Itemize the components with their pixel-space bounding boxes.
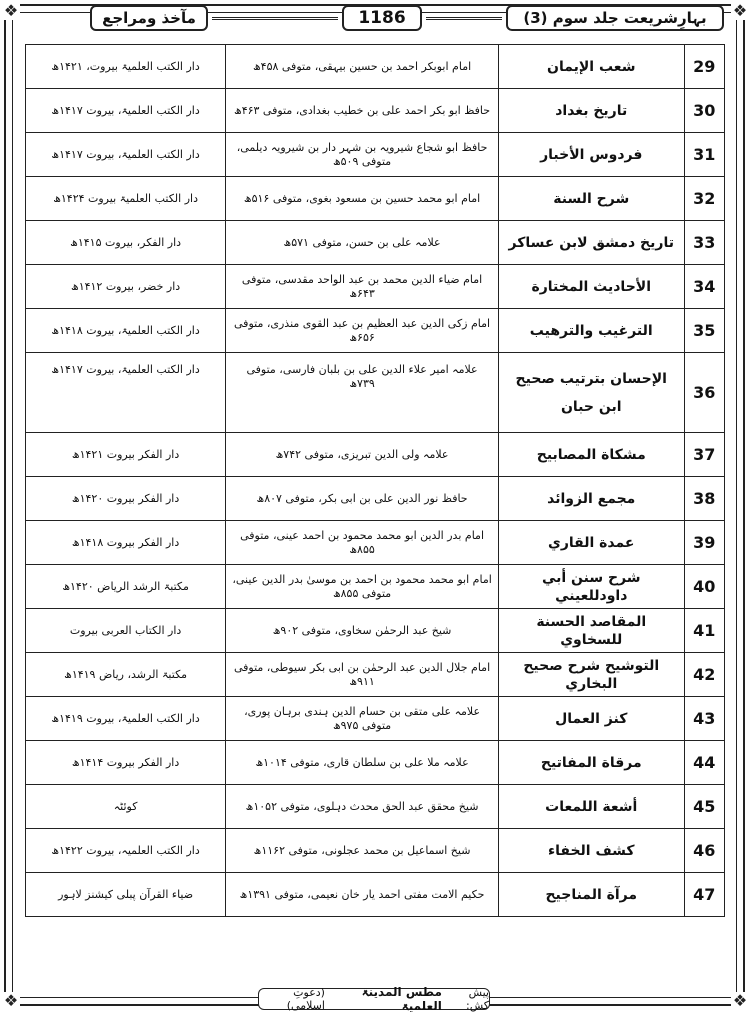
table-row [26,45,725,89]
table-row [26,353,725,433]
row-number: 46 [684,829,724,873]
row-number: 40 [684,565,724,609]
row-number: 44 [684,741,724,785]
table-row [26,521,725,565]
table-row [26,741,725,785]
row-number: 31 [684,133,724,177]
row-number: 35 [684,309,724,353]
row-number: 41 [684,609,724,653]
footer-publisher [258,985,490,1013]
row-number: 39 [684,521,724,565]
table-row [26,221,725,265]
row-number: 47 [684,873,724,917]
corner-ornament-icon: ❖ [3,991,19,1010]
table-row [26,309,725,353]
table-row [26,873,725,917]
corner-ornament-icon: ❖ [3,1,19,20]
book-title: الترغيب والترهيب [498,309,684,353]
publisher-info: دار الکتاب العربی بیروت [26,609,226,653]
page-number: 1186 [342,5,422,31]
book-title: المقاصد الحسنة للسخاوي [498,609,684,653]
book-title: شعب الإيمان [498,45,684,89]
row-number: 33 [684,221,724,265]
table-row [26,133,725,177]
publisher-info: دار الکتب العلمیۃ، بیروت ۱۴۱۹ھ [26,697,226,741]
table-row [26,697,725,741]
corner-ornament-icon: ❖ [732,991,748,1010]
publisher-info: دار الفکر بیروت ۱۴۱۴ھ [26,741,226,785]
table-row [26,477,725,521]
author-info: حافظ ابو بکر احمد علی بن خطیب بغدادی، متوفی ۴۶۳ھ [226,89,499,133]
publisher-info: دار الفکر، بیروت ۱۴۱۵ھ [26,221,226,265]
footer-org: مطس المدینۃ العلمیۃ [361,985,442,1013]
author-info: شیخ محقق عبد الحق محدث دہلوی، متوفی ۱۰۵۲ھ [226,785,499,829]
table-row [26,653,725,697]
book-title: أشعة اللمعات [498,785,684,829]
publisher-info: دار الکتب العلمیۃ، بیروت ۱۴۱۸ھ [26,309,226,353]
row-number: 32 [684,177,724,221]
publisher-info: دار الفکر بیروت ۱۴۲۱ھ [26,433,226,477]
book-title: مشكاة المصابيح [498,433,684,477]
book-title: عمدة القاري [498,521,684,565]
publisher-info: مکتبۃ الرشد الریاض ۱۴۲۰ھ [26,565,226,609]
row-number: 42 [684,653,724,697]
author-info: امام ابو محمد حسین بن مسعود بغوی، متوفی ۵۱۶ھ [226,177,499,221]
publisher-info: مکتبۃ الرشد، ریاض ۱۴۱۹ھ [26,653,226,697]
header-ornament-line [212,17,338,20]
book-title: مرقاة المفاتيح [498,741,684,785]
publisher-info: دار خضر، بیروت ۱۴۱۲ھ [26,265,226,309]
publisher-info: ضیاء القرآن پبلی کیشنز لاہور [26,873,226,917]
row-number: 38 [684,477,724,521]
row-number: 37 [684,433,724,477]
table-row [26,609,725,653]
author-info: امام ابو محمد محمود بن احمد بن موسیٰ بدر الدین عینی، متوفی ۸۵۵ھ [226,565,499,609]
row-number: 34 [684,265,724,309]
publisher-info: دار الکتب العلمیۃ، بیروت ۱۴۱۷ھ [26,353,226,433]
author-info: امام بدر الدین ابو محمد محمود بن احمد عینی، متوفی ۸۵۵ھ [226,521,499,565]
author-info: حافظ نور الدین علی بن ابی بکر، متوفی ۸۰۷ھ [226,477,499,521]
author-info: شیخ اسماعیل بن محمد عجلونی، متوفی ۱۱۶۲ھ [226,829,499,873]
publisher-info: دار الکتب العلمیۃ بیروت ۱۴۲۴ھ [26,177,226,221]
book-title: فردوس الأخبار [498,133,684,177]
table-row [26,433,725,477]
footer-sub: (دعوتِ اسلامی) [286,986,325,1012]
book-title: تاريخ بغداد [498,89,684,133]
publisher-info: دار الفکر بیروت ۱۴۱۸ھ [26,521,226,565]
publisher-info: دار الکتب العلمیہ، بیروت ۱۴۲۲ھ [26,829,226,873]
row-number: 29 [684,45,724,89]
row-number: 30 [684,89,724,133]
book-title: الإحسان بترتيب صحيح ابن حبان [498,353,684,433]
author-info: علامہ امیر علاء الدین علی بن بلبان فارسی، متوفی ۷۳۹ھ [226,353,499,433]
table-row [26,89,725,133]
table-row [26,829,725,873]
author-info: علامہ علی متقی بن حسام الدین ہندی برہان پوری، متوفی ۹۷۵ھ [226,697,499,741]
author-info: امام ابوبکر احمد بن حسین بیہقی، متوفی ۴۵۸ھ [226,45,499,89]
table-row [26,177,725,221]
book-title: تاريخ دمشق لابن عساكر [498,221,684,265]
publisher-info: کوئٹہ [26,785,226,829]
book-title: شرح السنة [498,177,684,221]
table-row [26,565,725,609]
references-table [25,44,725,917]
book-title: مرآة المناجيح [498,873,684,917]
book-title: الأحاديث المختارة [498,265,684,309]
author-info: حافظ ابو شجاع شیرویہ بن شہر دار بن شیرویہ دیلمی، متوفی ۵۰۹ھ [226,133,499,177]
row-number: 43 [684,697,724,741]
book-title: شرح سنن أبي داودللعيني [498,565,684,609]
author-info: حکیم الامت مفتی احمد یار خان نعیمی، متوفی ۱۳۹۱ھ [226,873,499,917]
book-title: مجمع الزوائد [498,477,684,521]
publisher-info: دار الکتب العلمیۃ، بیروت ۱۴۱۷ھ [26,89,226,133]
author-info: امام زکی الدین عبد العظیم بن عبد القوی منذری، متوفی ۶۵۶ھ [226,309,499,353]
volume-title: بہارِشریعت جلد سوم (3) [506,5,724,31]
table-row [26,265,725,309]
row-number: 45 [684,785,724,829]
section-title: مآخذ ومراجع [90,5,208,31]
publisher-info: دار الفکر بیروت ۱۴۲۰ھ [26,477,226,521]
corner-ornament-icon: ❖ [732,1,748,20]
publisher-info: دار الکتب العلمیۃ، بیروت ۱۴۱۷ھ [26,133,226,177]
author-info: علامہ ملا علی بن سلطان قاری، متوفی ۱۰۱۴ھ [226,741,499,785]
author-info: علامہ علی بن حسن، متوفی ۵۷۱ھ [226,221,499,265]
book-title: كنز العمال [498,697,684,741]
footer-label: پیش کش: [466,986,489,1012]
author-info: امام ضیاء الدین محمد بن عبد الواحد مقدسی، متوفی ۶۴۳ھ [226,265,499,309]
header-ornament-line [426,17,502,20]
book-title: كشف الخفاء [498,829,684,873]
author-info: شیخ عبد الرحمٰن سخاوی، متوفی ۹۰۲ھ [226,609,499,653]
author-info: علامہ ولی الدین تبریزی، متوفی ۷۴۲ھ [226,433,499,477]
book-title: التوشيح شرح صحيح البخاري [498,653,684,697]
publisher-info: دار الکتب العلمیۃ بیروت، ۱۴۲۱ھ [26,45,226,89]
references-table-body [26,45,725,917]
table-row [26,785,725,829]
author-info: امام جلال الدین عبد الرحمٰن بن ابی بکر سیوطی، متوفی ۹۱۱ھ [226,653,499,697]
row-number: 36 [684,353,724,433]
